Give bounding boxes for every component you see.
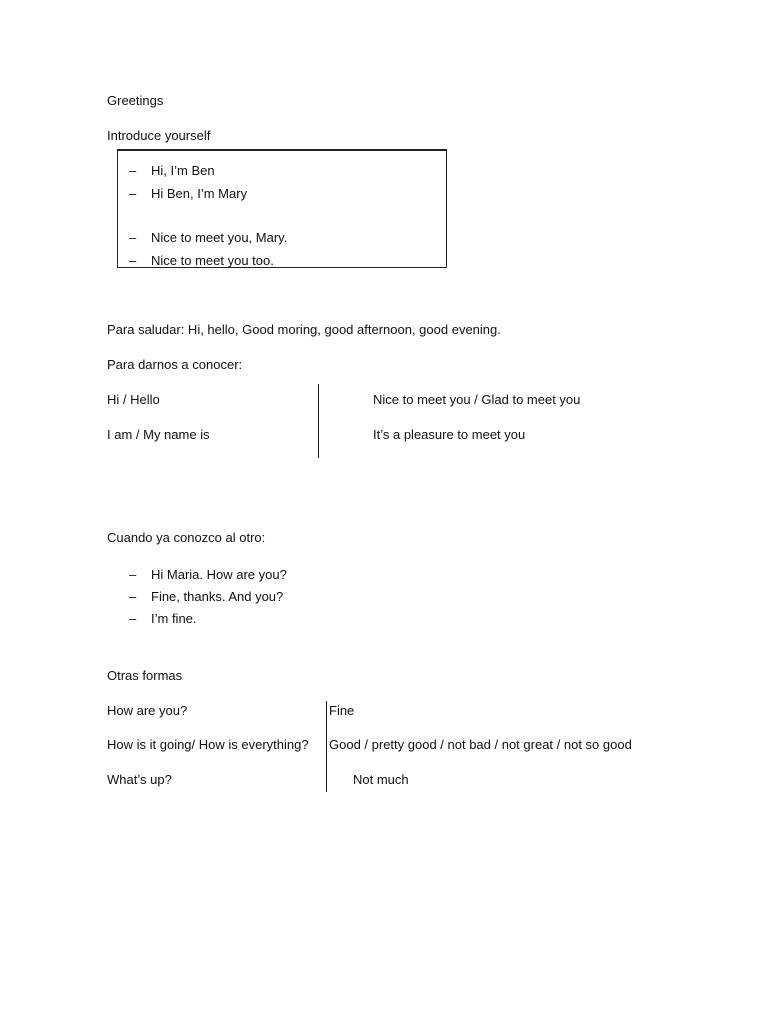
otras-right-1: Fine — [329, 703, 355, 718]
intro-line-text: Nice to meet you too. — [151, 253, 274, 268]
heading-cuando: Cuando ya conozco al otro: — [107, 530, 266, 545]
dash-marker: – — [129, 567, 137, 582]
conocer-left-2: I am / My name is — [107, 427, 210, 442]
otras-right-2: Good / pretty good / not bad / not great / not so good — [329, 737, 632, 752]
dash-marker: – — [129, 589, 137, 604]
dash-marker: – — [129, 163, 137, 178]
conocer-right-1: Nice to meet you / Glad to meet you — [373, 392, 581, 407]
conocer-right-2: It’s a pleasure to meet you — [373, 427, 526, 442]
heading-para-darnos: Para darnos a conocer: — [107, 357, 243, 372]
intro-line-text: Hi Ben, I’m Mary — [151, 186, 248, 201]
intro-line-2 — [129, 186, 247, 202]
heading-greetings: Greetings — [107, 93, 164, 108]
cuando-item-text: Fine, thanks. And you? — [151, 589, 284, 604]
otras-left-1: How are you? — [107, 703, 188, 718]
heading-introduce-yourself: Introduce yourself — [107, 128, 211, 143]
intro-line-1 — [129, 163, 215, 179]
intro-line-3 — [129, 230, 287, 246]
conocer-left-1: Hi / Hello — [107, 392, 160, 407]
intro-line-4 — [129, 253, 274, 269]
cuando-item-text: I’m fine. — [151, 611, 197, 626]
otras-left-2: How is it going/ How is everything? — [107, 737, 309, 752]
cuando-item-text: Hi Maria. How are you? — [151, 567, 287, 582]
heading-otras-formas: Otras formas — [107, 668, 183, 683]
otras-right-3: Not much — [353, 772, 409, 787]
cuando-item-1 — [129, 567, 287, 583]
intro-line-text: Hi, I’m Ben — [151, 163, 215, 178]
para-saludar-line: Para saludar: Hi, hello, Good moring, good afternoon, good evening. — [107, 322, 501, 337]
dash-marker: – — [129, 186, 137, 201]
intro-line-text: Nice to meet you, Mary. — [151, 230, 288, 245]
cuando-item-3 — [129, 611, 197, 627]
dash-marker: – — [129, 611, 137, 626]
dash-marker: – — [129, 253, 137, 268]
otras-divider — [326, 701, 327, 792]
conocer-divider — [318, 384, 319, 458]
dash-marker: – — [129, 230, 137, 245]
otras-left-3: What’s up? — [107, 772, 172, 787]
cuando-item-2 — [129, 589, 283, 605]
